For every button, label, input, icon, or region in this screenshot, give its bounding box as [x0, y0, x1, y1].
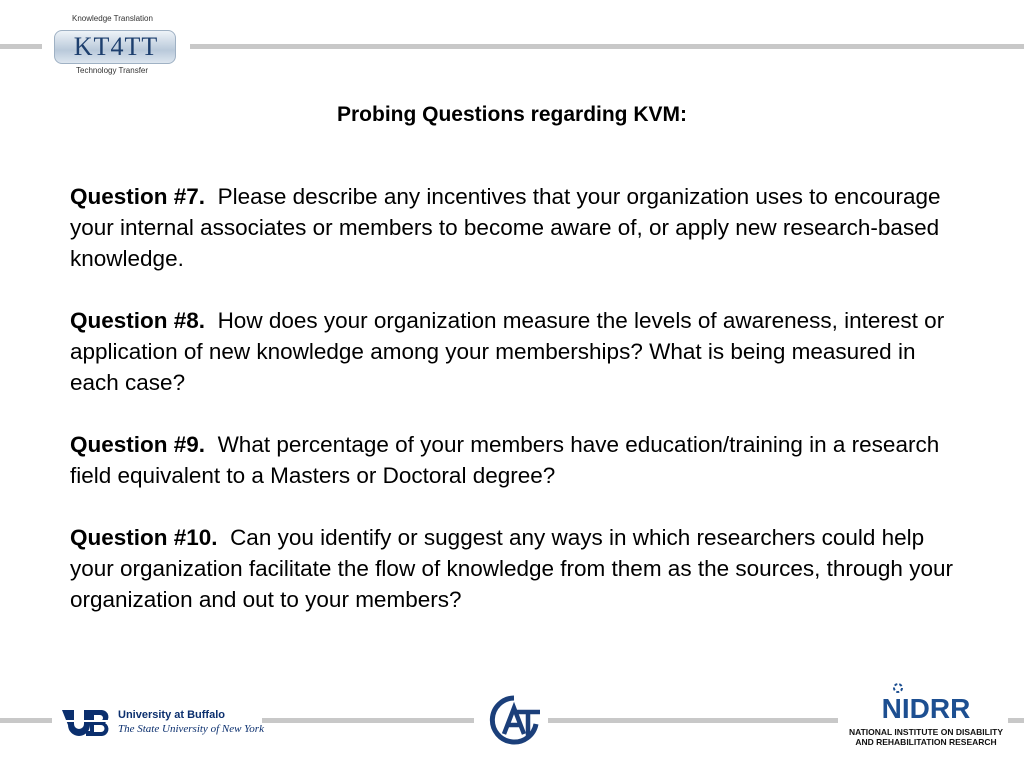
question-7 — [70, 181, 970, 274]
question-9 — [70, 429, 970, 491]
footer-rule-2 — [262, 718, 474, 723]
question-label: Question #7. — [70, 184, 206, 209]
question-label: Question #10. — [70, 525, 218, 550]
question-label: Question #9. — [70, 432, 206, 457]
kt4tt-logo-bottom-text: Technology Transfer — [76, 66, 149, 75]
nidrr-name-line2: AND REHABILITATION RESEARCH — [855, 737, 997, 747]
ub-subtitle: The State University of New York — [118, 723, 264, 735]
footer-rule-3 — [548, 718, 838, 723]
footer-rule-1 — [0, 718, 52, 723]
nidrr-mark-icon — [876, 682, 976, 722]
ub-name: University at Buffalo — [118, 709, 225, 721]
kt4tt-logo-top-text: Knowledge Translation — [72, 14, 153, 23]
nidrr-name-line1: NATIONAL INSTITUTE ON DISABILITY — [848, 727, 1004, 737]
header-rule-right — [190, 44, 1024, 49]
header-rule-left — [0, 44, 42, 49]
university-at-buffalo-logo — [60, 706, 264, 740]
page-title: Probing Questions regarding KVM: — [336, 103, 688, 126]
question-text: How does your organization measure the levels of awareness, interest or application of new knowledge among your memberships? What is being measured in each case? — [70, 308, 945, 395]
nidrr-mark-text: NIDRR — [881, 693, 971, 722]
kt4tt-logo — [54, 12, 178, 76]
cat-logo-icon — [484, 694, 544, 746]
question-text: What percentage of your members have education/training in a research field equivalent to a Masters or Doctoral degree? — [70, 432, 940, 488]
question-8 — [70, 305, 970, 398]
question-list — [70, 181, 970, 646]
question-10 — [70, 522, 970, 615]
ub-mark-icon — [60, 706, 112, 738]
nidrr-logo — [840, 682, 1012, 750]
kt4tt-logo-wordmark: KT4TT — [73, 32, 159, 61]
question-label: Question #8. — [70, 308, 206, 333]
question-text: Please describe any incentives that your organization uses to encourage your internal associates or members to become aware of, or apply new research-based knowledge. — [70, 184, 941, 271]
question-text: Can you identify or suggest any ways in which researchers could help your organization facilitate the flow of knowledge from them as the sources, through your organization and out to your members? — [70, 525, 953, 612]
